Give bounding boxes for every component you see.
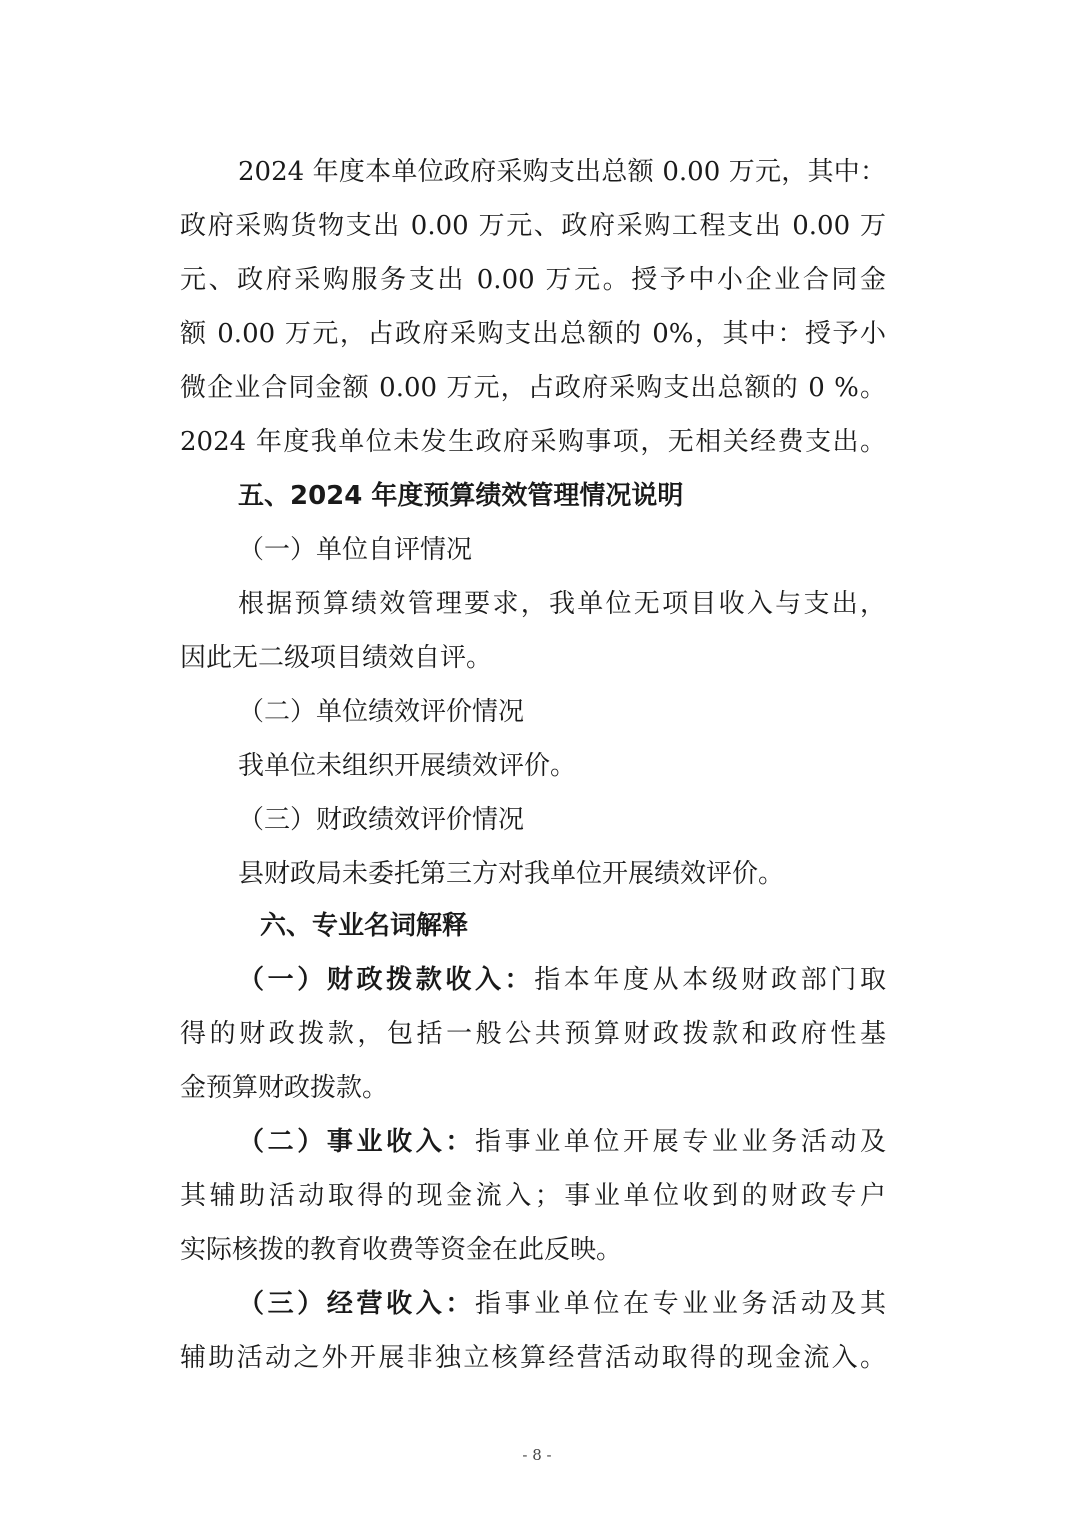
procurement-line-5: 微企业合同金额 0.00 万元，占政府采购支出总额的 0 %。 [180, 373, 886, 403]
term1-line-2: 得的财政拨款，包括一般公共预算财政拨款和政府性基 [180, 1019, 886, 1049]
term2-line-1 [238, 1124, 886, 1160]
term2-line-2: 其辅助活动取得的现金流入；事业单位收到的财政专户 [180, 1181, 886, 1211]
term2-label: （二）事业收入： [238, 1127, 475, 1157]
term3-line-2: 辅助活动之外开展非独立核算经营活动取得的现金流入。 [180, 1343, 886, 1373]
procurement-line-2: 政府采购货物支出 0.00 万元、政府采购工程支出 0.00 万 [180, 211, 886, 241]
procurement-line-3: 元、政府采购服务支出 0.00 万元。授予中小企业合同金 [180, 265, 886, 295]
section6-heading: 六、专业名词解释 [260, 911, 469, 941]
section5-heading: 五、2024 年度预算绩效管理情况说明 [238, 481, 684, 511]
term3-line-1 [238, 1286, 886, 1322]
term2-line-3: 实际核拨的教育收费等资金在此反映。 [180, 1235, 623, 1265]
section5-sub2-title: （二）单位绩效评价情况 [238, 697, 525, 727]
term1-line-3: 金预算财政拨款。 [180, 1073, 389, 1103]
section5-sub3-title: （三）财政绩效评价情况 [238, 805, 525, 835]
section5-sub1-line-1: 根据预算绩效管理要求，我单位无项目收入与支出， [238, 589, 886, 619]
section5-sub2-text: 我单位未组织开展绩效评价。 [238, 751, 577, 781]
section5-sub1-line-2: 因此无二级项目绩效自评。 [180, 643, 493, 673]
procurement-line-4: 额 0.00 万元，占政府采购支出总额的 0%，其中：授予小 [180, 319, 886, 349]
procurement-line-6: 2024 年度我单位未发生政府采购事项，无相关经费支出。 [180, 427, 886, 457]
term1-label: （一）财政拨款收入： [238, 965, 535, 995]
term3-first: 指事业单位在专业业务活动及其 [474, 1289, 886, 1319]
term1-first: 指本年度从本级财政部门取 [534, 965, 886, 995]
term3-label: （三）经营收入： [238, 1289, 475, 1319]
procurement-line-1: 2024 年度本单位政府采购支出总额 0.00 万元，其中： [238, 157, 886, 187]
section5-sub3-text: 县财政局未委托第三方对我单位开展绩效评价。 [238, 859, 785, 889]
section5-sub1-title: （一）单位自评情况 [238, 535, 473, 565]
page-number: - 8 - [522, 1446, 552, 1464]
term2-first: 指事业单位开展专业业务活动及 [474, 1127, 886, 1157]
term1-line-1 [238, 962, 886, 998]
